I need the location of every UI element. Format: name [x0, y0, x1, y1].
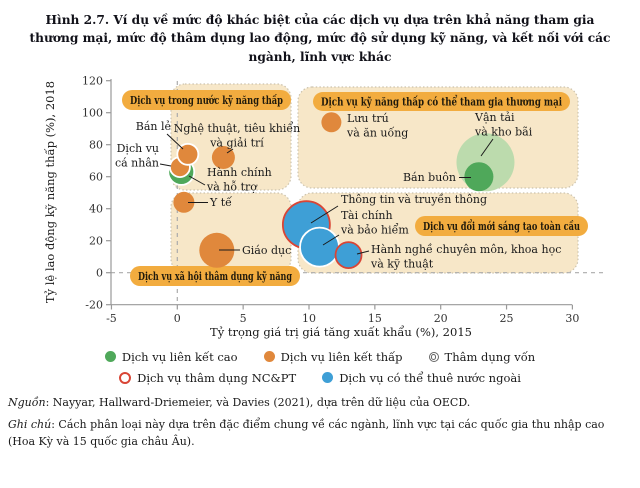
- note-line: [8, 417, 632, 450]
- legend-item: [119, 371, 296, 385]
- y-tick-label: 40: [89, 202, 103, 216]
- x-tick-label: 5: [239, 311, 247, 325]
- y-tick-label: 100: [82, 106, 103, 120]
- bubble-label-giao-duc: Giáo dục: [242, 243, 292, 257]
- legend-label: Dịch vụ liên kết thấp: [280, 349, 403, 364]
- bubble-ban-buon: [464, 162, 493, 191]
- group-label-skill-social: Dịch vụ xã hội thâm dụng kỹ năng: [138, 269, 293, 283]
- legend-label: Dịch vụ thâm dụng NC&PT: [137, 370, 297, 385]
- source-label: Nguồn: [8, 395, 46, 409]
- legend-label: Thâm dụng vốn: [444, 349, 536, 364]
- bubble-chart: [0, 72, 640, 344]
- x-tick-label: 10: [302, 311, 316, 325]
- x-tick-label: 0: [173, 311, 181, 325]
- legend-item: [264, 350, 403, 364]
- x-tick-label: 15: [367, 311, 382, 325]
- bubble-label-nghe-thuat: và giải trí: [210, 136, 264, 150]
- capital-ring-icon: [429, 352, 439, 362]
- x-axis-title: Tỷ trọng giá trị giá tăng xuất khẩu (%), 2015: [210, 324, 472, 339]
- x-tick-label: 25: [499, 311, 514, 325]
- bubble-label-ca-nhan: cá nhân: [114, 156, 159, 170]
- figure-footnotes: [8, 395, 632, 451]
- x-tick-label: -5: [106, 311, 117, 325]
- bubble-label-tai-chinh: và bảo hiểm: [341, 223, 409, 237]
- bubble-label-thong-tin: Thông tin và truyền thông: [341, 192, 488, 206]
- bubble-label-y-te: Y tế: [210, 195, 232, 209]
- bubble-label-luu-tru: và ăn uống: [347, 126, 409, 140]
- bubble-label-hanh-chinh: và hỗ trợ: [207, 180, 257, 194]
- group-label-domestic-low-skill: Dịch vụ trong nước kỹ năng thấp: [130, 93, 284, 107]
- bubble-label-tai-chinh: Tài chính: [341, 208, 393, 222]
- y-tick-label: -20: [85, 298, 103, 312]
- y-tick-label: 120: [82, 74, 103, 88]
- bubble-label-ban-le: Bán lẻ: [135, 119, 171, 133]
- bubble-luu-tru: [321, 112, 341, 132]
- legend-item: [322, 371, 521, 385]
- y-tick-label: 0: [96, 266, 103, 280]
- source-line: [8, 395, 632, 412]
- bubble-label-van-tai: Vận tải: [475, 110, 515, 124]
- bubble-label-hanh-nghe: Hành nghề chuyên môn, khoa học: [371, 242, 562, 256]
- legend-row-1: [0, 350, 640, 364]
- chart-legend: [0, 350, 640, 385]
- y-axis-title: Tỷ lệ lao động kỹ năng thấp (%), 2018: [43, 80, 57, 303]
- group-label-tradable-low-skill: Dịch vụ kỹ năng thấp có thể tham gia thương mại: [321, 95, 627, 109]
- y-tick-label: 60: [89, 170, 103, 184]
- legend-item: [429, 350, 536, 364]
- dot-blue-icon: [322, 372, 333, 383]
- bubble-label-luu-tru: Lưu trú: [347, 111, 389, 125]
- bubble-tai-chinh: [300, 227, 339, 266]
- legend-row-2: [0, 371, 640, 385]
- x-tick-label: 30: [565, 311, 580, 325]
- bubble-hanh-nghe: [336, 242, 362, 268]
- legend-label: Dịch vụ có thể thuê nước ngoài: [339, 370, 521, 385]
- dot-green-icon: [105, 351, 116, 362]
- bubble-label-ca-nhan: Dịch vụ: [116, 141, 159, 155]
- group-label-global-innovator: Dịch vụ đổi mới sáng tạo toàn cầu: [423, 219, 633, 233]
- y-tick-label: 20: [89, 234, 103, 248]
- bubble-label-hanh-nghe: và kỹ thuật: [371, 257, 434, 271]
- legend-label: Dịch vụ liên kết cao: [121, 349, 238, 364]
- legend-item: [105, 350, 238, 364]
- dot-orange-icon: [264, 351, 275, 362]
- y-tick-label: 80: [89, 138, 103, 152]
- bubble-label-ban-buon: Bán buôn: [402, 170, 456, 184]
- x-tick-label: 20: [433, 311, 448, 325]
- figure-title: Hình 2.7. Ví dụ về mức độ khác biệt của các dịch vụ dựa trên khả năng tham gia thương mại, mức độ thâm dụng lao động, mức độ sử dụng kỹ năng, và kết nối với các ngành, lĩnh vực khác: [29, 13, 611, 64]
- note-text: : Cách phân loại này dựa trên đặc điểm chung về các ngành, lĩnh vực tại các quốc gia thu nhập cao (Hoa Kỳ và 15 quốc gia châu Âu).: [8, 418, 605, 448]
- bubble-label-van-tai: và kho bãi: [475, 125, 533, 139]
- ring-red-icon: [119, 372, 131, 384]
- bubble-label-hanh-chinh: Hành chính: [207, 165, 272, 179]
- note-label: Ghi chú: [8, 418, 52, 432]
- bubble-label-nghe-thuat: Nghệ thuật, tiêu khiển: [173, 121, 301, 135]
- source-text: : Nayyar, Hallward-Driemeier, và Davies (2021), dựa trên dữ liệu của OECD.: [45, 395, 471, 409]
- chart-area: [0, 72, 640, 344]
